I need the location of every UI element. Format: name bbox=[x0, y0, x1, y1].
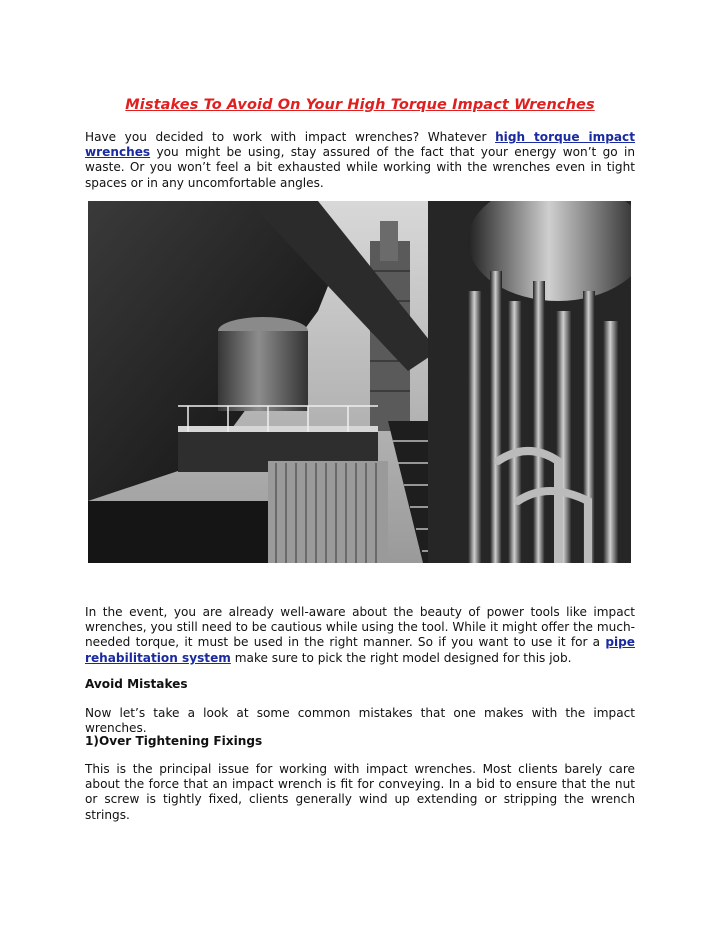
event-text-after: make sure to pick the right model designed for this job. bbox=[230, 650, 572, 665]
over-tightening-paragraph: This is the principal issue for working with impact wrenches. Most clients barely care about the force that an impact wrench is fit for conveying. In a bid to ensure that the nut or screw is tightly fixed, clients generally wind up extending or stripping the wrench strings. bbox=[85, 762, 635, 822]
intro-text-before: Have you decided to work with impact wrenches? Whatever bbox=[85, 130, 496, 144]
event-text-before: In the event, you are already well-aware about the beauty of power tools like impact wrenches, you still need to be cautious while using the tool. While it might offer the much-needed torque, it must be used in the right manner. So if you want to use it for a bbox=[85, 605, 635, 650]
avoid-paragraph: Now let’s take a look at some common mistakes that one makes with the impact wrenches. bbox=[85, 706, 635, 736]
over-tightening-heading: 1)Over Tightening Fixings bbox=[85, 734, 263, 748]
intro-paragraph bbox=[85, 130, 635, 191]
intro-text-after: you might be using, stay assured of the fact that your energy won’t go in waste. Or you won’t feel a bit exhausted while working with the wrenches even in tight spaces or in any uncomfortable angles. bbox=[85, 145, 635, 190]
industrial-plant-photo bbox=[88, 201, 631, 563]
pipe-rehabilitation-link[interactable]: pipe rehabilitation system bbox=[85, 635, 635, 665]
event-paragraph bbox=[85, 605, 635, 666]
high-torque-link[interactable]: high torque impact wrenches bbox=[85, 130, 636, 160]
avoid-mistakes-heading: Avoid Mistakes bbox=[85, 677, 188, 691]
document-title: Mistakes To Avoid On Your High Torque Impact Wrenches bbox=[125, 97, 595, 113]
photo-illustration bbox=[88, 201, 631, 563]
